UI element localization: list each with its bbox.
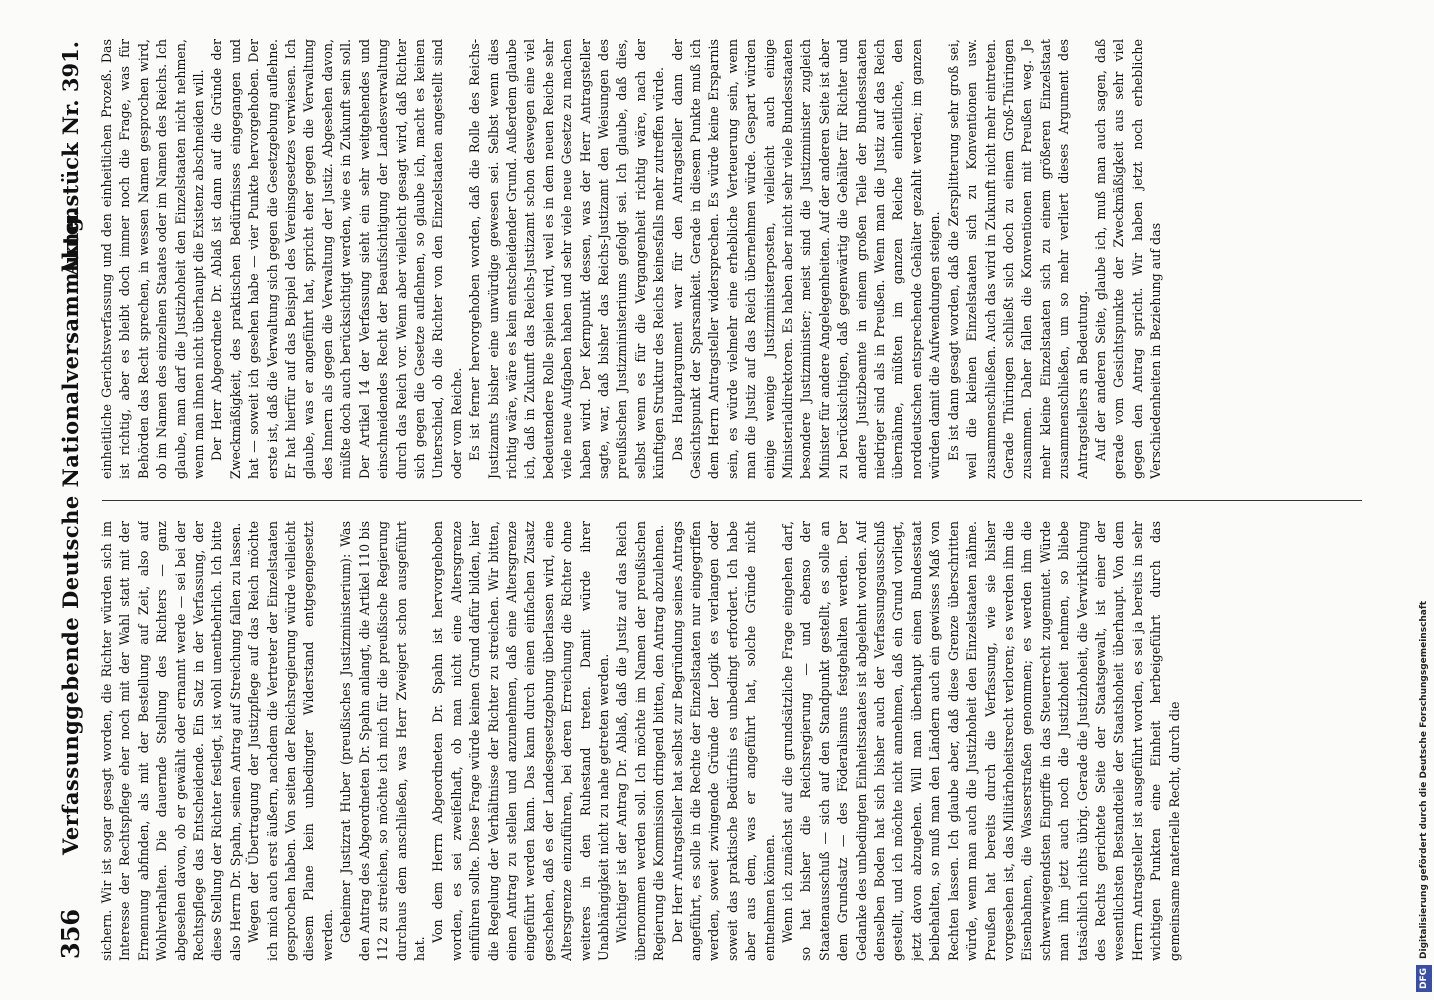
paragraph: Wenn ich zunächst auf die grundsätzliche Frage eingehen darf, so hat bisher die Reichsregierung — und ebenso der Staatenausschuß — sich auf den Standpunkt gestellt, es solle an dem Grundsatz — des Föderalismus festgehalten werden. Der Gedanke des unbedingten Einheitsstaates ist abgelehnt worden. Auf denselben Boden hat sich bisher auch der Verfassungsausschuß gestellt, und ich möchte nicht annehmen, daß ein Grund vorliegt, jetzt davon abzugehen. Will man überhaupt einen Bundesstaat beibehalten, so muß man den Ländern auch ein gewisses Maß von Rechten lassen. Ich glaube aber, daß diese Grenze überschritten würde, wenn man auch die Justizhoheit den Einzelstaaten nähme. Preußen hat bereits durch die Verfassung, wie sie bisher vorgesehen ist, das Militärhoheitsrecht verloren; es werden ihm die Eisenbahnen, die Wasserstraßen genommen; es werden ihm die schwerwiegendsten Eingriffe in das Steuerrecht zugemutet. Würde man ihm jetzt auch noch die Justizhoheit nehmen, so bliebe tatsächlich nichts übrig. Gerade die Justizhoheit, die Verwirklichung des Rechts gerichtete Seite der Staatsgewalt, ist einer der wesentlichsten Bestandteile der Staatshoheit überhaupt. Von dem Herrn Antragsteller ist ausgeführt worden, es sei ja bereits in sehr wichtigen Punkten eine Einheit herbeigeführt durch das gemeinsame materielle Recht, durch die bbox=[780, 521, 1182, 961]
paragraph: sichern. Wir ist sogar gesagt worden, die Richter würden sich im Interesse der Rechtspflege eher noch mit der Wahl statt mit der Ernennung abfinden, als mit der Bestellung auf Zeit, also auf Wohlverhalten. Die dauernde Stellung des Richters — ganz abgesehen davon, ob er gewählt oder ernannt werde — sei bei der Rechtspflege das Entscheidende. Ein Satz in der Verfassung, der diese Stellung der Richter festlegt, ist wohl unentbehrlich. Ich bitte also Herrn Dr. Spahn, seinen Antrag auf Streichung fallen zu lassen. bbox=[99, 521, 243, 961]
paragraph: Der Herr Antragsteller hat selbst zur Begründung seines Antrags angeführt, es solle in die Rechte der Einzelstaaten nur eingegriffen werden, soweit zwingende Gründe der Logik es verlangen oder soweit das praktische Bedürfnis es unbedingt erfordert. Ich habe aber aus dem, was er angeführt hat, solche Gründe nicht entnehmen können. bbox=[669, 521, 777, 961]
right-column bbox=[98, 39, 1368, 479]
paragraph: Das Hauptargument war für den Antragsteller dann der Gesichtspunkt der Sparsamkeit. Gerade in diesem Punkte muß ich dem Herrn Antragsteller widersprechen. Es würde keine Ersparnis sein, es würde vielmehr eine erhebliche Verteuerung sein, wenn man die Justiz auf das Reich übernehmen würde. Gespart würden einige wenige Justizministerposten, vielleicht auch einige Ministerialdirektoren. Es haben aber nicht sehr viele Bundesstaaten besondere Justizminister; meist sind die Justizminister zugleich Minister für andere Angelegenheiten. Auf der anderen Seite ist aber zu berücksichtigen, daß gegenwärtig die Gehälter für Richter und andere Justizbeamte in einem großen Teile der Bundesstaaten niedriger sind als in Preußen. Wenn man die Justiz auf das Reich übernähme, müßten im ganzen Reiche einheitliche, den norddeutschen entsprechende Gehälter gezahlt werden; im ganzen würden damit die Aufwendungen steigen. bbox=[669, 39, 943, 479]
paragraph: einheitliche Gerichtsverfassung und den einheitlichen Prozeß. Das ist richtig, aber es bleibt doch immer noch die Frage, was für Behörden das Recht sprechen, in wessen Namen gesprochen wird, ob im Namen des einzelnen Staates oder im Namen des Reichs. Ich glaube, man darf die Justizhoheit den Einzelstaaten nicht nehmen, wenn man ihnen nicht überhaupt die Existenz abschneiden will. bbox=[99, 39, 207, 479]
page-title: Verfassunggebende Deutsche Nationalversammlung. bbox=[58, 209, 83, 855]
digitization-credit bbox=[1417, 6, 1431, 998]
page-number: 356 bbox=[56, 908, 85, 959]
document-number: Aktenstück Nr. 391. bbox=[58, 41, 83, 276]
left-column bbox=[98, 521, 1368, 961]
column-divider bbox=[102, 500, 1362, 501]
dfg-logo: DFG bbox=[1416, 965, 1432, 992]
paragraph: Auf der anderen Seite, glaube ich, muß man auch sagen, daß gerade vom Gesichtspunkte der Zweckmäßigkeit aus sehr viel gegen den Antrag spricht. Wir haben jetzt noch erhebliche Verschiedenheiten in Beziehung auf das bbox=[1092, 39, 1164, 479]
paragraph: Von dem Herrn Abgeordneten Dr. Spahn ist hervorgehoben worden, es sei zweifelhaft, ob man nicht eine Altersgrenze einführen sollte. Diese Frage würde keinen Grund dafür bilden, hier die Regelung der Verhältnisse der Richter zu streichen. Wir bitten, einen Antrag zu stellen und anzunehmen, daß eine Altersgrenze eingeführt werden kann. Das kann durch einen einfachen Zusatz geschehen, daß es der Landesgesetzgebung überlassen wird, eine Altersgrenze einzuführen, bei deren Erreichung die Richter ohne weiteres in den Ruhestand treten. Damit würde ihrer Unabhängigkeit nicht zu nahe getreten werden. bbox=[430, 521, 611, 961]
credit-text: Digitalisierung gefördert durch die Deutsche Forschungsgemeinschaft bbox=[1419, 600, 1429, 959]
page-header bbox=[50, 35, 94, 965]
paragraph: Der Herr Abgeordnete Dr. Ablaß ist dann auf die Gründe der Zweckmäßigkeit, des praktischen Bedürfnisses eingegangen und hat — soweit ich gesehen habe — vier Punkte hervorgehoben. Der erste ist, daß die Verwaltung sich gegen die Gesetzgebung auflehne. Er hat hierfür auf das Beispiel des Vereinsgesetzes verwiesen. Ich glaube, was er angeführt hat, spricht eher gegen die Verwaltung des Innern als gegen die Verwaltung der Justiz. Abgesehen davon, müßte doch auch berücksichtigt werden, wie es in Zukunft sein soll. Der Artikel 14 der Verfassung sieht ein sehr weitgehendes und einschneidendes Recht der Beaufsichtigung der Landesverwaltung durch das Reich vor. Wenn aber vielleicht gesagt wird, daß Richter sich gegen die Gesetze auflehnen, so glaube ich, macht es keinen Unterschied, ob die Richter von den Einzelstaaten angestellt sind oder vom Reiche. bbox=[209, 39, 464, 479]
paragraph: Wichtiger ist der Antrag Dr. Ablaß, daß die Justiz auf das Reich übernommen werden soll. Ich möchte im Namen der preußischen Regierung die Kommission dringend bitten, den Antrag abzulehnen. bbox=[614, 521, 667, 961]
paragraph: Wegen der Übertragung der Justizpflege auf das Reich möchte ich mich auch erst äußern, nachdem die Vertreter der Einzelstaaten gesprochen haben. Von seiten der Reichsregierung würde vielleicht diesem Plane kein unbedingter Widerstand entgegengesetzt werden. bbox=[246, 521, 335, 961]
rotated-page-content bbox=[50, 35, 1380, 965]
paragraph: Es ist dann gesagt worden, daß die Zersplitterung sehr groß sei, weil die kleinen Einzelstaaten sich zu Konventionen usw. zusammenschließen. Auch das wird in Zukunft nicht mehr eintreten. Gerade Thüringen schließt sich doch zu einem Groß-Thüringen zusammen. Daher fallen die Konventionen mit Preußen weg. Je mehr kleine Einzelstaaten sich zu einem größeren Einzelstaat zusammenschließen, um so mehr verliert dieses Argument des Antragstellers an Bedeutung. bbox=[945, 39, 1090, 479]
paragraph: Geheimer Justizrat Huber (preußisches Justizministerium): Was den Antrag des Abgeordneten Dr. Spahn anlangt, die Artikel 110 bis 112 zu streichen, so möchte ich mich für die preußische Regierung durchaus dem anschließen, was Herr Zweigert schon ausgeführt hat. bbox=[338, 521, 427, 961]
paragraph: Es ist ferner hervorgehoben worden, daß die Rolle des Reichs-Justizamts bisher eine unwürdige gewesen sei. Selbst wenn dies richtig wäre, wäre es kein entscheidender Grund. Außerdem glaube ich, daß in Zukunft das Reichs-Justizamt schon deswegen eine viel bedeutendere Rolle spielen wird, weil es in dem neuen Reiche sehr viele neue Aufgaben haben und sehr viele neue Gesetze zu machen haben wird. Der Kernpunkt dessen, was der Herr Antragsteller sagte, war, daß bisher das Reichs-Justizamt den Weisungen des preußischen Justizministeriums gefolgt sei. Ich glaube, daß dies, selbst wenn es für die Vergangenheit richtig wäre, nach der künftigen Struktur des Reichs keinesfalls mehr zutreffen würde. bbox=[467, 39, 667, 479]
